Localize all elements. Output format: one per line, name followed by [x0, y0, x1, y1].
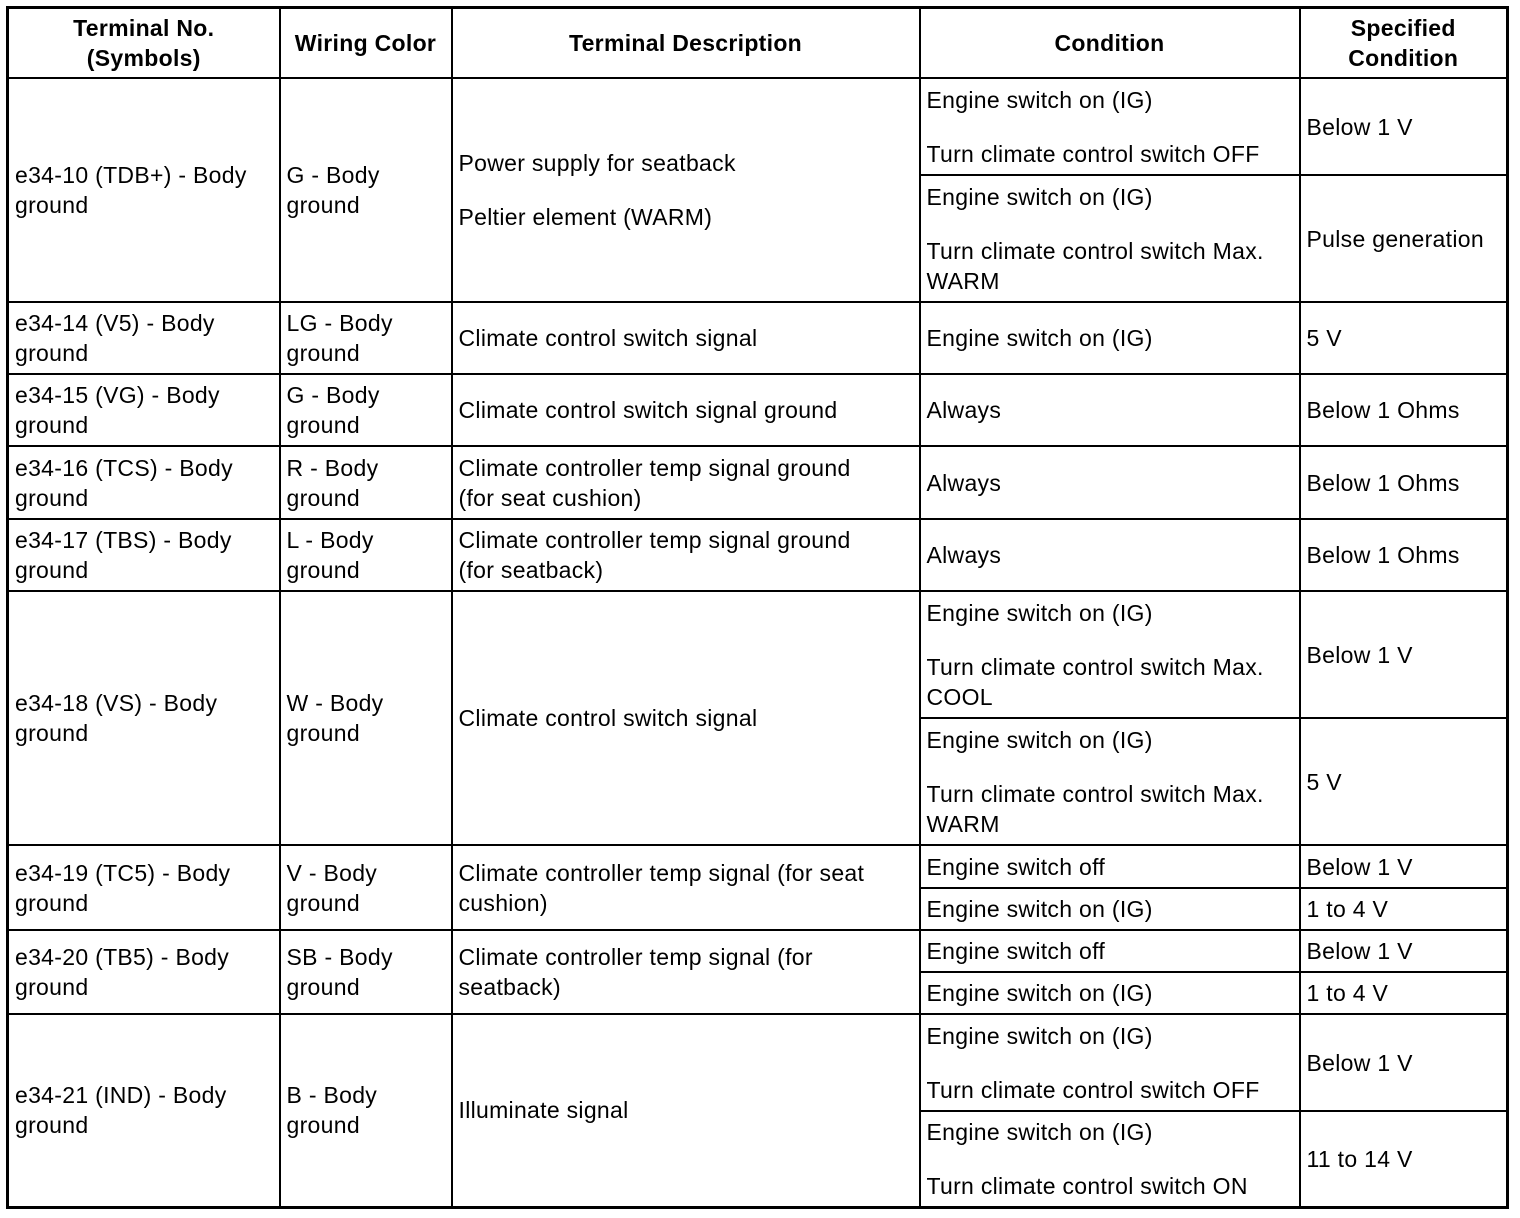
terminal-cell [8, 302, 280, 374]
specified-cell: Below 1 V [1300, 591, 1508, 718]
terminal-text: ground [15, 974, 89, 1000]
terminal-spec-table [6, 6, 1509, 1209]
wiring-text: ground [286, 1112, 360, 1139]
description-text: cushion) [458, 889, 548, 916]
terminal-text: ground [15, 192, 89, 218]
wiring-text: ground [286, 484, 360, 511]
wiring-cell [280, 302, 452, 374]
wiring-text: W - Body [286, 690, 384, 716]
description-cell: Climate control switch signal [452, 302, 920, 374]
wiring-text: B - Body [286, 1082, 378, 1109]
wiring-cell [280, 930, 452, 1014]
wiring-cell [280, 374, 452, 446]
terminal-text: e34-20 (TB5) - Body [15, 944, 230, 970]
wiring-cell [280, 446, 452, 519]
description-text: Climate controller temp signal ground [458, 527, 851, 553]
terminal-text: e34-15 (VG) - Body [15, 382, 220, 408]
condition-cell: Engine switch off [920, 845, 1300, 888]
wiring-text: LG - Body [286, 310, 393, 336]
wiring-cell [280, 78, 452, 302]
wiring-text: ground [286, 340, 360, 366]
specified-cell: 1 to 4 V [1300, 972, 1508, 1014]
condition-text: Turn climate control switch OFF [926, 1076, 1260, 1103]
description-text: Peltier element (WARM) [458, 204, 713, 230]
condition-cell [920, 591, 1300, 718]
header-row [8, 8, 1508, 79]
wiring-text: ground [286, 720, 360, 746]
description-text: Climate controller temp signal (for [458, 944, 813, 970]
condition-cell [920, 175, 1300, 302]
wiring-text: G - Body [286, 162, 380, 188]
wiring-cell [280, 1014, 452, 1207]
header-wiring: Wiring Color [280, 8, 452, 79]
header-terminal-line2: (Symbols) [86, 45, 201, 71]
condition-text: Turn climate control switch Max. [926, 237, 1264, 264]
condition-text: COOL [926, 683, 993, 710]
wiring-cell [280, 591, 452, 845]
description-cell [452, 78, 920, 302]
condition-cell [920, 1111, 1300, 1207]
specified-cell: Below 1 Ohms [1300, 446, 1508, 519]
terminal-cell [8, 845, 280, 930]
specified-cell: 1 to 4 V [1300, 888, 1508, 930]
terminal-cell [8, 591, 280, 845]
header-terminal [8, 8, 280, 79]
condition-cell [920, 718, 1300, 845]
header-description: Terminal Description [452, 8, 920, 79]
specified-cell: Below 1 V [1300, 78, 1508, 175]
table-row [8, 930, 1508, 972]
condition-cell: Always [920, 374, 1300, 446]
condition-cell: Engine switch on (IG) [920, 972, 1300, 1014]
header-specified-line1: Specified [1350, 15, 1456, 41]
description-text: Climate controller temp signal ground [458, 454, 851, 481]
table-row [8, 374, 1508, 446]
terminal-text: ground [15, 340, 89, 366]
condition-text: Engine switch on (IG) [926, 1022, 1153, 1049]
condition-cell [920, 78, 1300, 175]
wiring-text: ground [286, 412, 360, 438]
terminal-cell [8, 1014, 280, 1207]
terminal-text: e34-14 (V5) - Body [15, 310, 215, 336]
terminal-text: e34-18 (VS) - Body [15, 690, 218, 716]
table-row [8, 845, 1508, 888]
condition-text: Engine switch on (IG) [926, 183, 1153, 210]
condition-text: Engine switch on (IG) [926, 86, 1153, 113]
terminal-text: ground [15, 557, 89, 583]
wiring-text: ground [286, 974, 360, 1000]
condition-cell: Always [920, 446, 1300, 519]
table-row [8, 446, 1508, 519]
terminal-text: e34-21 (IND) - Body [15, 1082, 227, 1109]
description-text: Climate controller temp signal (for seat [458, 859, 865, 886]
condition-cell: Engine switch on (IG) [920, 302, 1300, 374]
description-cell: Climate control switch signal ground [452, 374, 920, 446]
specified-cell: 5 V [1300, 718, 1508, 845]
description-text: Power supply for seatback [458, 150, 736, 176]
header-specified [1300, 8, 1508, 79]
wiring-text: ground [286, 192, 360, 218]
terminal-cell [8, 446, 280, 519]
terminal-text: ground [15, 412, 89, 438]
condition-text: Turn climate control switch OFF [926, 140, 1260, 167]
wiring-text: R - Body [286, 454, 379, 481]
header-specified-line2: Condition [1348, 45, 1459, 71]
terminal-text: e34-10 (TDB+) - Body [15, 162, 247, 188]
table-row [8, 302, 1508, 374]
specified-cell: Below 1 V [1300, 930, 1508, 972]
description-cell [452, 446, 920, 519]
terminal-cell [8, 930, 280, 1014]
terminal-text: ground [15, 720, 89, 746]
wiring-text: SB - Body [286, 944, 393, 970]
terminal-text: e34-16 (TCS) - Body [15, 454, 233, 481]
specified-cell: Pulse generation [1300, 175, 1508, 302]
terminal-cell [8, 374, 280, 446]
terminal-cell [8, 519, 280, 591]
wiring-cell [280, 519, 452, 591]
description-cell [452, 519, 920, 591]
wiring-text: G - Body [286, 382, 380, 408]
terminal-text: e34-17 (TBS) - Body [15, 527, 232, 553]
wiring-text: V - Body [286, 859, 378, 886]
specified-cell: Below 1 Ohms [1300, 519, 1508, 591]
condition-text: Turn climate control switch ON [926, 1172, 1248, 1199]
condition-cell: Engine switch on (IG) [920, 888, 1300, 930]
specified-cell: Below 1 V [1300, 845, 1508, 888]
wiring-text: L - Body [286, 527, 374, 553]
table-row [8, 591, 1508, 718]
terminal-text: ground [15, 889, 89, 916]
condition-cell: Always [920, 519, 1300, 591]
table-row [8, 519, 1508, 591]
terminal-text: ground [15, 1112, 89, 1139]
condition-text: WARM [926, 810, 1000, 837]
condition-text: WARM [926, 267, 1000, 294]
wiring-text: ground [286, 557, 360, 583]
wiring-cell [280, 845, 452, 930]
terminal-cell [8, 78, 280, 302]
specified-cell: 5 V [1300, 302, 1508, 374]
specified-cell: Below 1 V [1300, 1014, 1508, 1111]
description-text: seatback) [458, 974, 561, 1000]
terminal-text: e34-19 (TC5) - Body [15, 859, 231, 886]
specified-cell: Below 1 Ohms [1300, 374, 1508, 446]
wiring-text: ground [286, 889, 360, 916]
description-text: (for seatback) [458, 557, 604, 583]
table-row [8, 78, 1508, 175]
condition-text: Engine switch on (IG) [926, 1118, 1153, 1145]
header-terminal-line1: Terminal No. [73, 15, 215, 41]
condition-text: Engine switch on (IG) [926, 726, 1153, 753]
description-cell: Illuminate signal [452, 1014, 920, 1207]
condition-text: Turn climate control switch Max. [926, 780, 1264, 807]
description-cell [452, 845, 920, 930]
condition-cell [920, 1014, 1300, 1111]
description-text: (for seat cushion) [458, 484, 642, 511]
header-condition: Condition [920, 8, 1300, 79]
terminal-text: ground [15, 484, 89, 511]
condition-text: Turn climate control switch Max. [926, 653, 1264, 680]
description-cell: Climate control switch signal [452, 591, 920, 845]
table-row [8, 1014, 1508, 1111]
specified-cell: 11 to 14 V [1300, 1111, 1508, 1207]
condition-text: Engine switch on (IG) [926, 599, 1153, 626]
condition-cell: Engine switch off [920, 930, 1300, 972]
description-cell [452, 930, 920, 1014]
